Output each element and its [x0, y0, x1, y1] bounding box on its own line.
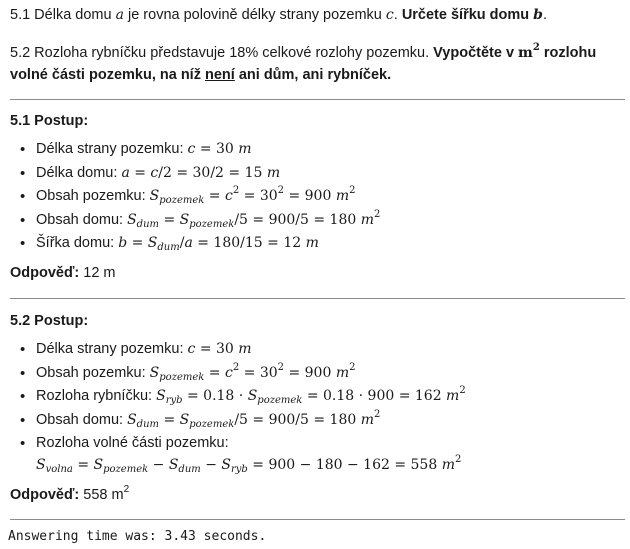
- step-item: [10, 138, 380, 162]
- answer-label: Odpověď:: [10, 265, 80, 281]
- answer-value: 12 m: [79, 265, 116, 281]
- step-label: Rozloha rybníčku:: [36, 388, 157, 405]
- divider: [10, 99, 625, 100]
- step-math: $S_{ryb} = 0.18 \cdot S_{pozemek} = 0.18 \cdot 900 = 162$ $m^2$: [156, 385, 466, 407]
- question-text: .: [542, 7, 547, 23]
- step-item: [10, 362, 466, 386]
- step-label: Délka domu:: [36, 164, 122, 181]
- question-task-text: Vypočtěte v: [433, 45, 519, 61]
- step-label: Obsah domu:: [36, 411, 128, 428]
- step-item: [10, 162, 380, 186]
- step-label: Délka strany pozemku:: [36, 341, 188, 357]
- question-text: .: [393, 7, 402, 23]
- step-item: [10, 385, 466, 409]
- math-exp: 2: [532, 42, 540, 53]
- step-math: $S_{pozemek} = c^2 = 30^2 = 900$ $m^2$: [149, 185, 356, 207]
- step-label: Obsah domu:: [36, 211, 128, 228]
- question-5-1: [10, 4, 547, 26]
- step-math: $S_{volna} = S_{pozemek} - S_{dum} - S_{ryb} = 900 - 180 - 162 = 558$ $m^2$: [36, 454, 462, 476]
- step-math: a = c/2 = 30/2 = 15 m: [121, 164, 281, 181]
- question-task-text: Určete šířku domu: [401, 7, 534, 23]
- step-label: Šířka domu:: [36, 235, 119, 252]
- step-math: c = 30 m: [187, 141, 252, 157]
- section-title: 5.1 Postup:: [10, 113, 89, 129]
- step-math: $S_{dum} = S_{pozemek}/5 = 900/5 = 180$ $m^2$: [127, 408, 381, 430]
- step-math: c = 30 m: [187, 341, 252, 357]
- answer-value: 558 m: [79, 487, 124, 503]
- question-task-text: rozlohu volné části pozemku, na níž: [10, 45, 597, 83]
- step-label: Obsah pozemku:: [36, 364, 150, 381]
- steps-list: [10, 338, 466, 478]
- step-math: $S_{dum} = S_{pozemek}/5 = 900/5 = 180$ $m^2$: [127, 208, 381, 230]
- step-math: $b = S_{dum}/a = 180/15 = 12$ m: [118, 235, 319, 254]
- divider: [10, 519, 625, 520]
- step-item: [10, 232, 380, 256]
- math-var: a: [115, 7, 124, 23]
- timing-text: Answering time was: 3.43 seconds.: [8, 529, 267, 544]
- step-item: [10, 409, 466, 433]
- question-task-text: ani dům, ani rybníček.: [234, 67, 392, 83]
- step-item: [10, 185, 380, 209]
- steps-list: [10, 138, 380, 256]
- divider: [10, 298, 625, 299]
- answer-5-1: [10, 262, 116, 284]
- underlined-word: není: [205, 67, 235, 83]
- math-unit: m: [518, 45, 533, 61]
- question-text: 5.1 Délka domu: [10, 7, 116, 23]
- step-item: [10, 432, 466, 478]
- math-var: b: [533, 7, 543, 23]
- answer-label: Odpověď:: [10, 487, 80, 503]
- question-text: je rovna polovině délky strany pozemku: [123, 7, 386, 23]
- section-title: 5.2 Postup:: [10, 313, 89, 329]
- answer-exp: 2: [123, 484, 130, 495]
- step-label: Obsah pozemku:: [36, 188, 150, 205]
- answer-5-2: [10, 484, 129, 506]
- question-5-2: [10, 42, 622, 86]
- step-label: Délka strany pozemku:: [36, 141, 188, 157]
- question-text: 5.2 Rozloha rybníčku představuje 18% celkové rozlohy pozemku.: [10, 45, 434, 61]
- step-math: $S_{pozemek} = c^2 = 30^2 = 900$ $m^2$: [149, 361, 356, 383]
- math-var: c: [385, 7, 394, 23]
- step-item: [10, 209, 380, 233]
- step-item: [10, 338, 466, 362]
- step-label: Rozloha volné části pozemku:: [36, 435, 229, 452]
- question-task: [402, 7, 543, 23]
